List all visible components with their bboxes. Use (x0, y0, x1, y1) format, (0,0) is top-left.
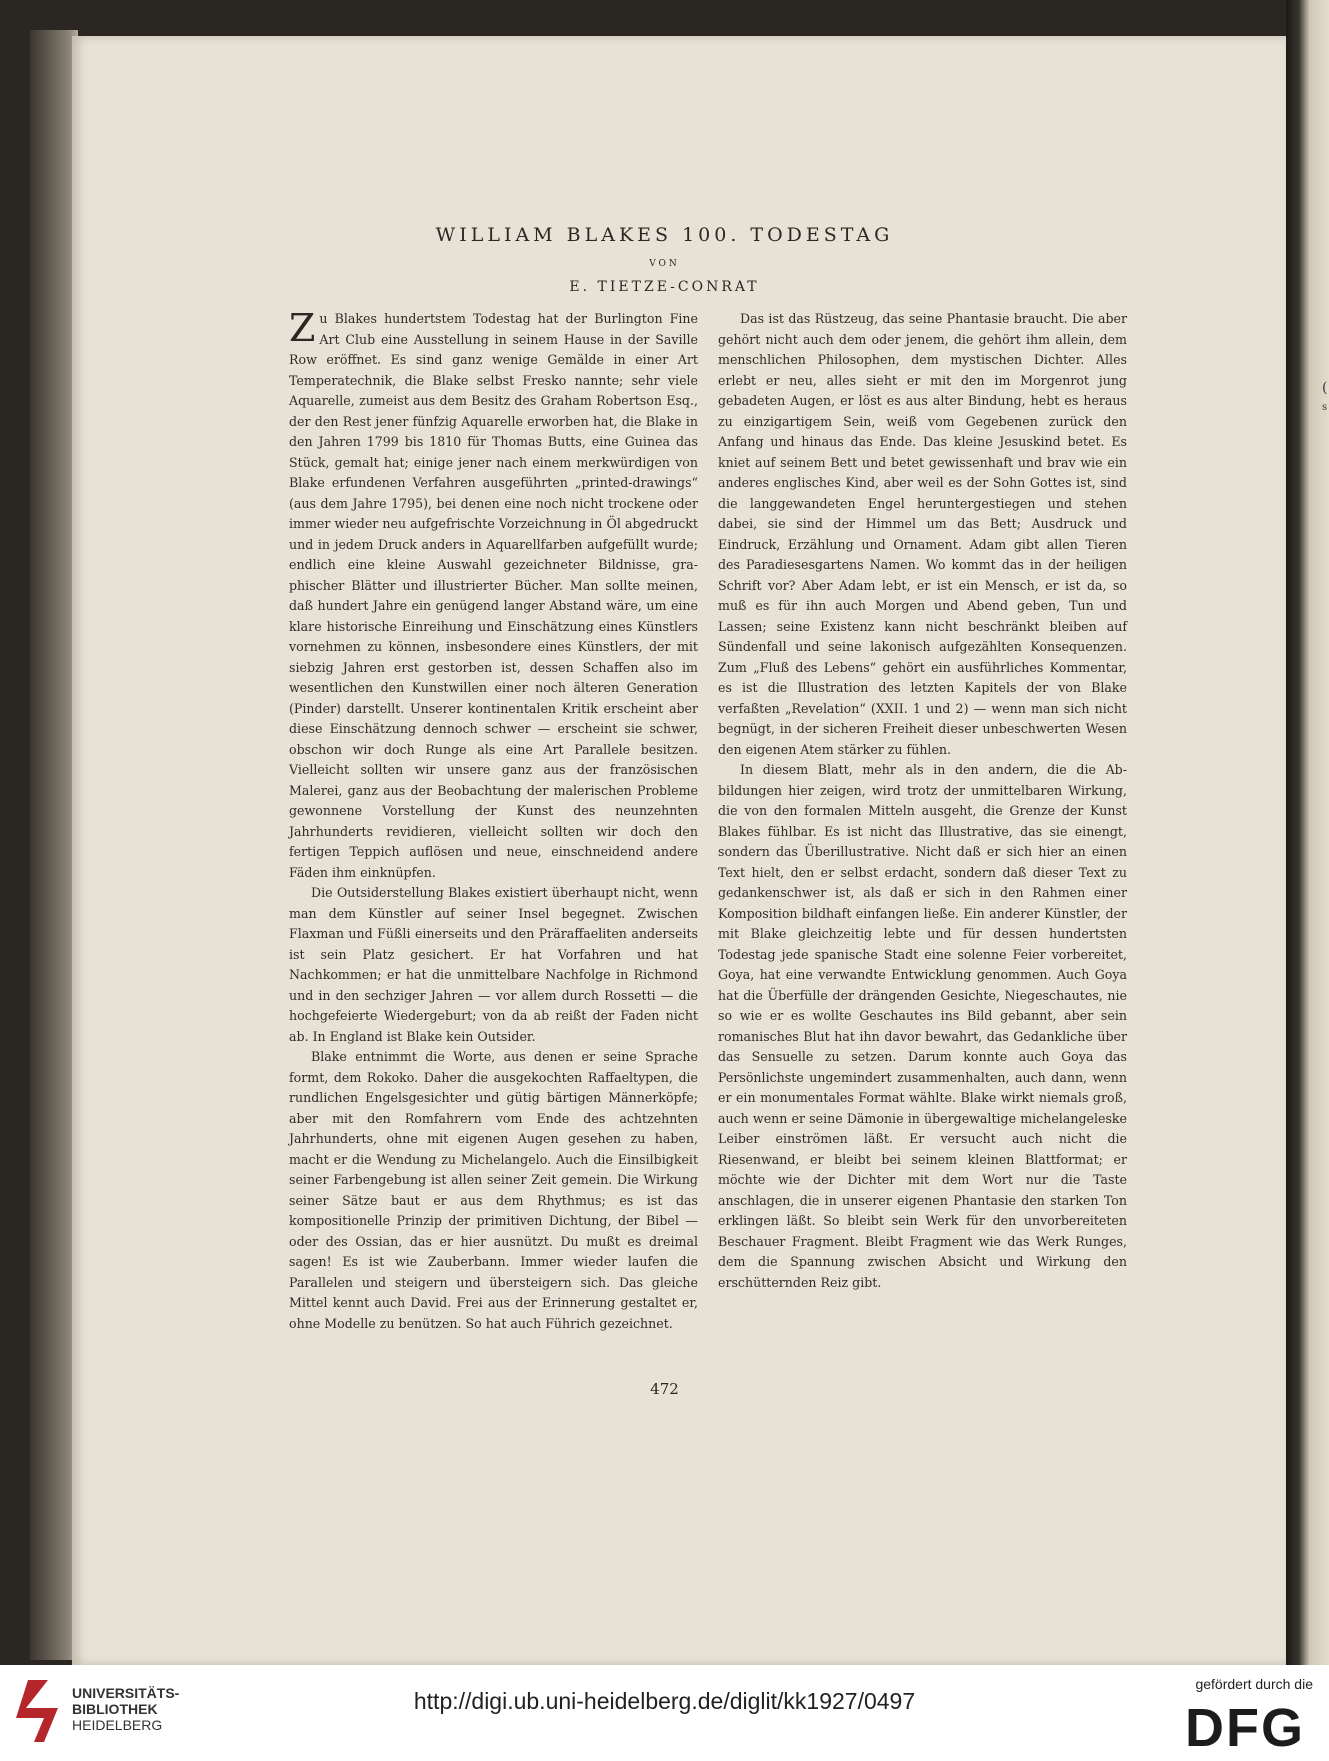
paragraph: In diesem Blatt, mehr als in den andern, die die Abbildungen hier zeigen, wird trotz der unmittelbaren Wirkung, die von den formalen Mitteln ausgeht, die Grenze der Kunst Blakes fühlbar. Es ist nicht das Illustrative, das sie einengt, sondern das Überillustrative. Nicht daß er sich hier an einen Text hielt, den er selbst erdacht, sondern daß dieser Text zu gedankenschwer ist, als daß er sich in den Rahmen einer Komposition bildhaft einfangen ließe. Ein anderer Künstler, der mit Blake gleichzeitig lebte und für dessen hundertsten Todestag jede spanische Stadt eine solenne Feier vorbereitet, Goya, hat eine verwandte Entwicklung genommen. Auch Goya hat die Überfülle der drängenden Gesichte, Niegeschautes, nie so wie er es wollte Geschautes ins Bild gebannt, aber sein romanisches Blut hat ihn davor bewahrt, das Gedankliche über das Sensuelle zu setzen. Darum konnte auch Goya das Persönlichste ungemindert zusammenhalten, auch dann, wenn er ein monumentales Format wählte. Blake wirkt niemals groß, auch wenn er seine Dämonie in übergewaltige michelangeleske Leiber einströmen läßt. Er versucht auch nicht die Riesenwand, er bleibt bei seinem kleinen Blattformat; er möchte wie der Dichter mit dem Wort nur die Taste anschlagen, die in unserer eigenen Phantasie den starken Ton erklingen läßt. So bleibt sein Werk für den unvorbereiteten Beschauer Fragment. Bleibt Fragment wie das Werk Runges, dem die Spannung zwischen Absicht und Wirkung den erschütternden Reiz gibt. (718, 762, 1127, 1290)
article-author: E. TIETZE-CONRAT (569, 279, 760, 295)
edge-glyph: ( (1322, 380, 1328, 396)
paragraph-text: u Blakes hundertstem Todestag hat der Burlington Fine Art Club eine Ausstellung in seinem Hause in der Saville Row eröffnet. Es sind ganz wenige Gemälde in einer Art Temperatechnik, die Blake selbst Fresko nannte; sehr viele Aquarelle, zumeist aus dem Besitz des Graham Robertson Esq., der den Rest jener fünfzig Aquarelle erworben hat, die Blake in den Jahren 1799 bis 1810 für Thomas Butts, eine Guinea das Stück, gemalt hat; einige jener nach einem merkwürdigen von Blake erfundenen Verfahren ausgeführten „printed-drawings“ (aus dem Jahre 1795), bei denen eine noch nicht trockene oder immer wieder neu aufgefrischte Vorzeichnung in Öl abgedruckt und in jedem Druck anders in Aquarellfarben aufgefüllt wurde; endlich eine kleine Auswahl gezeichneter Bildnisse, graphischer Blätter und illustrierter Bücher. Man sollte meinen, daß hundert Jahre ein genügend langer Abstand wäre, um eine klare historische Einreihung und Einschätzung eines Künstlers vornehmen zu können, insbesondere eines Künstlers, der mit siebzig Jahren erst gestorben ist, dessen Schaffen also im wesentlichen den Kunstwillen einer noch älteren Generation (Pinder) darstellt. Unserer kontinentalen Kritik erscheint aber diese Einschätzung dennoch schwer — erscheint sie schwer, obschon wir doch Runge als eine Art Parallele besitzen. Vielleicht sollten wir unsere ganz aus der französischen Malerei, ganz aus der Beobachtung der malerischen Probleme gewonnene Vorstellung der Kunst des neunzehnten Jahrhunderts revidieren, vielleicht sollten wir doch den fertigen Teppich auflösen und neue, einschneidend andere Fäden ihm einknüpfen. (289, 311, 698, 880)
funding-note: gefördert durch die (1195, 1676, 1313, 1692)
logo-line: HEIDELBERG (72, 1717, 163, 1733)
next-page-edge (1286, 0, 1329, 1665)
paragraph: Die Outsiderstellung Blakes existiert überhaupt nicht, wenn man dem Künstler auf seiner Insel begegnet. Zwischen Flaxman und Füßli einerseits und den Präraffaeliten anderseits ist sein Platz gesichert. Er hat Vorfahren und hat Nachkommen; er hat die unmittelbare Nachfolge in Richmond und in den sechziger Jahren — vor allem durch Rossetti — die hochgefeierte Wiedergeburt; von da ab reißt der Faden nicht ab. In England ist Blake kein Outsider. (289, 885, 698, 1044)
logo-line: UNIVERSITÄTS- (72, 1685, 180, 1701)
drop-cap: Z (289, 306, 316, 350)
paragraph: Das ist das Rüstzeug, das seine Phantasie braucht. Die aber gehört nicht auch dem oder jenem, die gehört ihm allein, dem menschlichen Philosophen, dem mystischen Dichter. Alles erlebt er neu, alles sieht er mit den im Morgenrot jung gebadeten Augen, er löst es aus alter Bindung, hebt es heraus zu einzigartigem Sein, weiß vom Gegebenen zurück den Anfang und hinaus das Ende. Das kleine Jesuskind betet. Es kniet auf seinem Bett und betet gewissenhaft und brav wie ein anderes englisches Kind, aber weil es der Sohn Gottes ist, sind die langgewandeten Engel heruntergestiegen und stehen dabei, sie sind der Himmel um das Bett; Ausdruck und Eindruck, Erzählung und Ornament. Adam gibt allen Tieren des Paradiesesgartens Namen. Wo kommt das in der heiligen Schrift vor? Aber Adam lebt, er ist ein Mensch, er ist da, so muß es für ihn auch Morgen und Abend geben, Tun und Lassen; seine Existenz kann nicht beschränkt bleiben auf Sündenfall und seine lakonisch aufgezählten Konsequenzen. Zum „Fluß des Lebens“ gehört ein ausführliches Kommentar, es ist die Illustration des letzten Kapitels der von Blake verfaßten „Revelation“ (XXII. 1 und 2) — wenn man sich nicht begnügt, in der sicheren Freiheit dieser unbeschwerten Wesen den eigenen Atem stärker zu fühlen. (718, 311, 1127, 757)
dfg-logo-icon (1185, 1700, 1315, 1750)
paragraph: Blake entnimmt die Worte, aus denen er seine Sprache formt, dem Rokoko. Daher die ausgekochten Raffaeltypen, die rundlichen Engelsgesichter und gütig bärtigen Männerköpfe; aber mit den Romfahrern vom Ende des achtzehnten Jahrhunderts, ohne mit eigenen Augen gesehen zu haben, macht er die Wendung zu Michelangelo. Auch die Einsilbigkeit seiner Farbengebung ist allen seiner Zeit gemein. Die Wirkung seiner Sätze baut er aus dem Rhythmus; es ist das kompositionelle Prinzip der primitiven Dichtung, der Bibel — oder des Ossian, das er hier ausnützt. Du mußt es dreimal sagen! Es ist wie Zauberbann. Immer wieder laufen die Parallelen und steigern und übersteigern sich. Das gleiche Mittel kennt auch David. Frei aus der Erinnerung gestaltet er, ohne Modelle zu benützen. So hat auch Führich gezeichnet. (289, 1049, 698, 1331)
permalink-url[interactable]: http://digi.ub.uni-heidelberg.de/diglit/kk1927/0497 (413, 1688, 916, 1714)
page-number: 472 (650, 1380, 679, 1398)
dfg-logo-text: DFG (1185, 1700, 1305, 1750)
text-column-right (718, 309, 1127, 1293)
logo-line: BIBLIOTHEK (72, 1701, 158, 1717)
edge-glyph: s (1322, 402, 1328, 413)
text-column-left (289, 306, 698, 1334)
article-title: WILLIAM BLAKES 100. TODESTAG (435, 224, 894, 246)
byline-von: VON (649, 259, 680, 269)
paragraph (289, 306, 698, 883)
book-binding-edge (30, 30, 78, 1660)
